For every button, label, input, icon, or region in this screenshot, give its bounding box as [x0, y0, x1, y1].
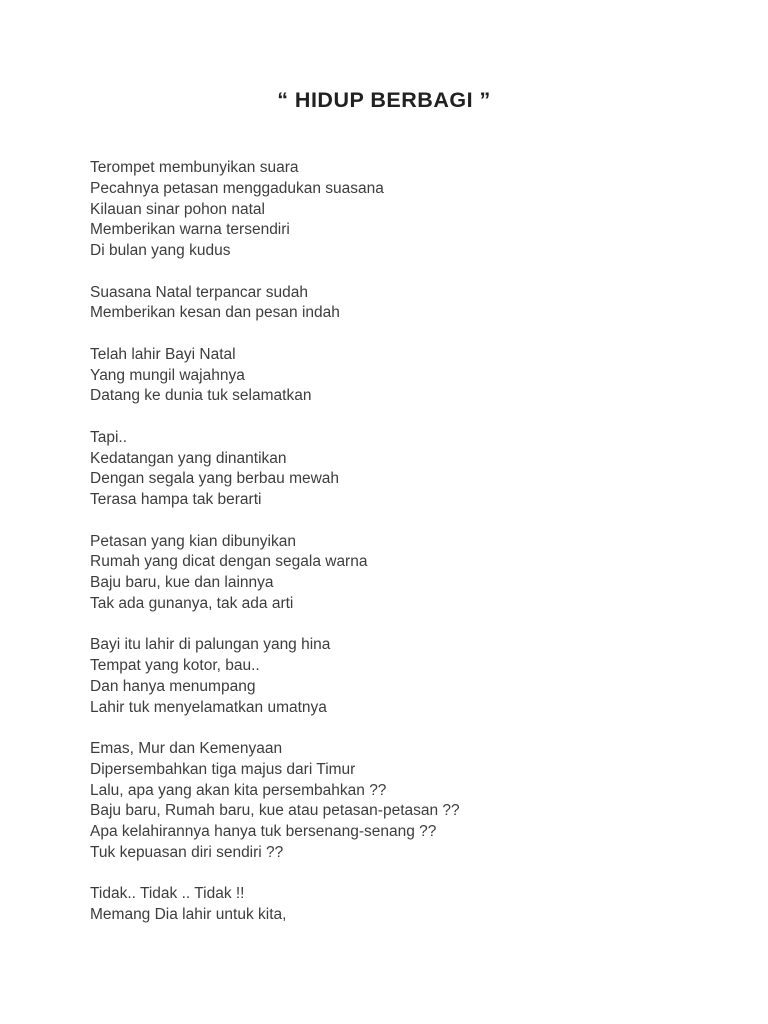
poem-line: Emas, Mur dan Kemenyaan [90, 740, 283, 757]
poem-line: Di bulan yang kudus [90, 242, 231, 259]
poem-line: Memberikan kesan dan pesan indah [90, 304, 340, 322]
poem-line: Tidak.. Tidak .. Tidak !! [90, 885, 245, 903]
poem-line: Kilauan sinar pohon natal [90, 200, 265, 218]
poem-line: Tuk kepuasan diri sendiri ?? [90, 843, 284, 861]
poem-line: Bayi itu lahir di palungan yang hina [90, 636, 331, 654]
poem-line: Telah lahir Bayi Natal [90, 345, 236, 363]
poem-line: Tak ada gunanya, tak ada arti [90, 594, 294, 612]
stanza-1 [90, 158, 718, 262]
poem-line: Terasa hampa tak berarti [90, 491, 262, 508]
poem-line: Memang Dia lahir untuk kita, [90, 906, 287, 923]
poem-line: Petasan yang kian dibunyikan [90, 532, 296, 550]
poem-line: Yang mungil wajahnya [90, 366, 245, 384]
poem-line: Memberikan warna tersendiri [90, 221, 290, 239]
stanza-3 [90, 345, 718, 407]
poem-line: Suasana Natal terpancar sudah [90, 283, 309, 301]
poem-line: Terompet membunyikan suara [90, 159, 299, 176]
poem-line: Dipersembahkan tiga majus dari Timur [90, 760, 356, 778]
poem-line: Kedatangan yang dinantikan [90, 449, 287, 467]
poem-line: Lahir tuk menyelamatkan umatnya [90, 698, 327, 716]
poem-line: Dengan segala yang berbau mewah [90, 470, 340, 488]
stanza-8 [90, 884, 718, 926]
poem-line: Lalu, apa yang akan kita persembahkan ?? [90, 781, 387, 799]
poem-line: Pecahnya petasan menggadukan suasana [90, 179, 384, 197]
poem-line: Dan hanya menumpang [90, 677, 256, 695]
poem-line: Tapi.. [90, 428, 128, 446]
poem-line: Baju baru, Rumah baru, kue atau petasan-petasan ?? [90, 802, 460, 820]
poem-line: Baju baru, kue dan lainnya [90, 574, 274, 591]
poem-line: Datang ke dunia tuk selamatkan [90, 387, 312, 405]
stanza-2 [90, 283, 718, 325]
stanza-7 [90, 739, 718, 864]
stanza-6 [90, 635, 718, 718]
poem-line: Rumah yang dicat dengan segala warna [90, 553, 368, 571]
poem-line: Tempat yang kotor, bau.. [90, 657, 260, 674]
poem-body [90, 158, 718, 947]
poem-title: “ HIDUP BERBAGI ” [277, 88, 491, 112]
poem-line: Apa kelahirannya hanya tuk bersenang-senang ?? [90, 823, 437, 840]
stanza-4 [90, 428, 718, 511]
stanza-5 [90, 532, 718, 615]
